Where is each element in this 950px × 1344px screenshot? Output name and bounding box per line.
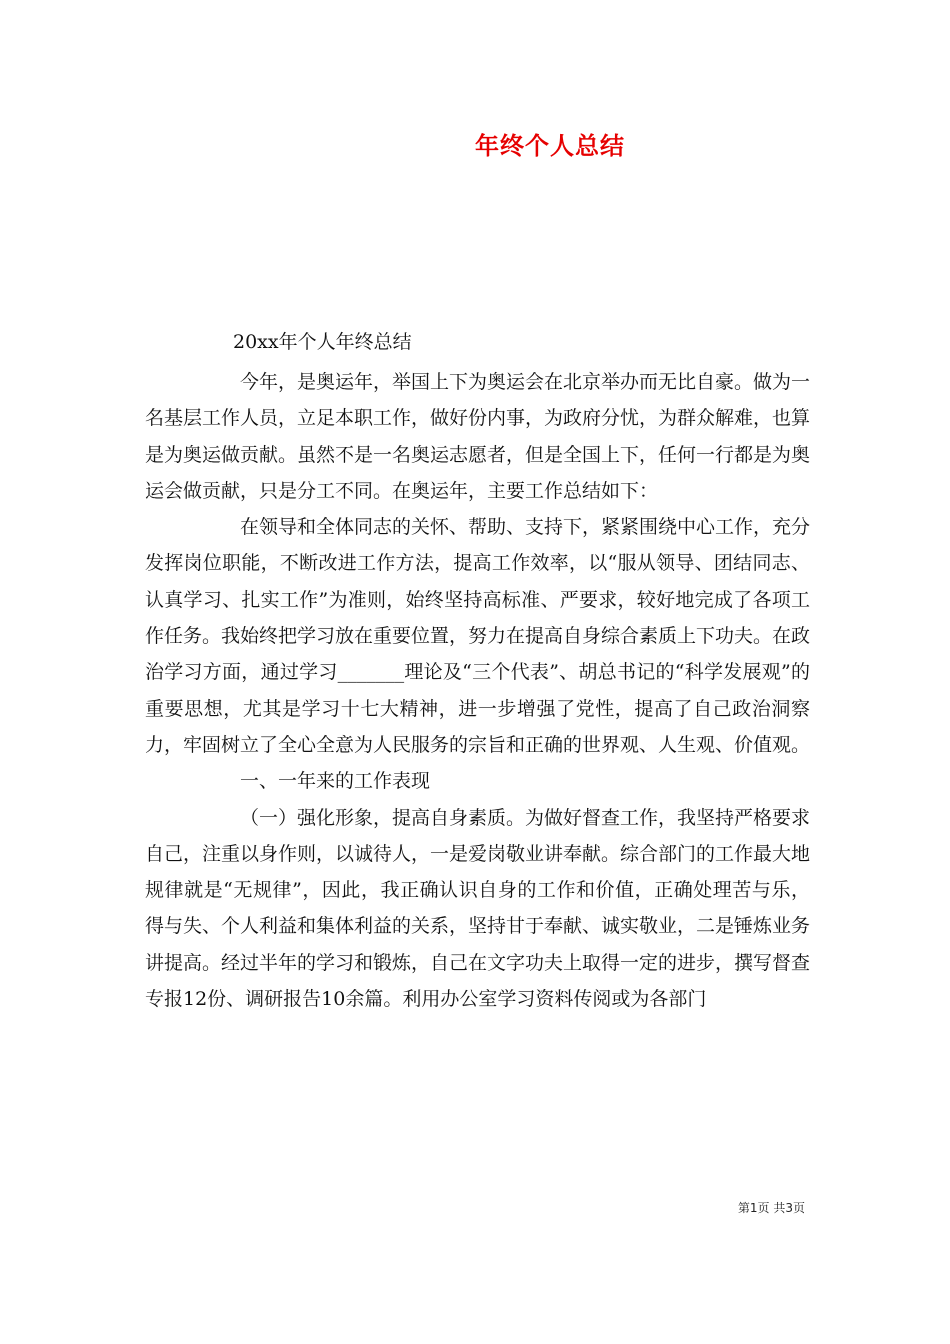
- section-heading: 一、一年来的工作表现: [240, 770, 431, 793]
- document-subtitle: 20xx年个人年终总结: [233, 331, 412, 353]
- document-title: 年终个人总结: [475, 132, 625, 160]
- page-number: 第1页 共3页: [737, 1201, 805, 1215]
- body-paragraph: 今年，是奥运年，举国上下为奥运会在北京举办而无比自豪。做为一名基层工作人员，立足本职工作，做好份内事，为政府分忧，为群众解难，也算是为奥运做贡献。虽然不是一名奥运志愿者，但是全国上下，任何一行都是为奥运会做贡献，只是分工不同。在奥运年，主要工作总结如下：: [145, 371, 811, 502]
- document-body: [145, 364, 810, 1017]
- body-paragraph: 在领导和全体同志的关怀、帮助、支持下，紧紧围绕中心工作，充分发挥岗位职能，不断改进工作方法，提高工作效率，以“服从领导、团结同志、认真学习、扎实工作”为准则，始终坚持高标准、严要求，较好地完成了各项工作任务。我始终把学习放在重要位置，努力在提高自身综合素质上下功夫。在政治学习方面，通过学习_______理论及“三个代表”、胡总书记的“科学发展观”的重要思想，尤其是学习十七大精神，进一步增强了党性，提高了自己政治洞察力，牢固树立了全心全意为人民服务的宗旨和正确的世界观、人生观、价值观。: [145, 516, 811, 756]
- section-paragraph: （一）强化形象，提高自身素质。为做好督查工作，我坚持严格要求自己，注重以身作则，以诚待人，一是爱岗敬业讲奉献。综合部门的工作最大地规律就是“无规律”，因此，我正确认识自身的工作和价值，正确处理苦与乐，得与失、个人利益和集体利益的关系，坚持甘于奉献、诚实敬业，二是锤炼业务讲提高。经过半年的学习和锻炼，自己在文字功夫上取得一定的进步，撰写督查专报12份、调研报告10余篇。利用办公室学习资料传阅或为各部门: [145, 806, 811, 1011]
